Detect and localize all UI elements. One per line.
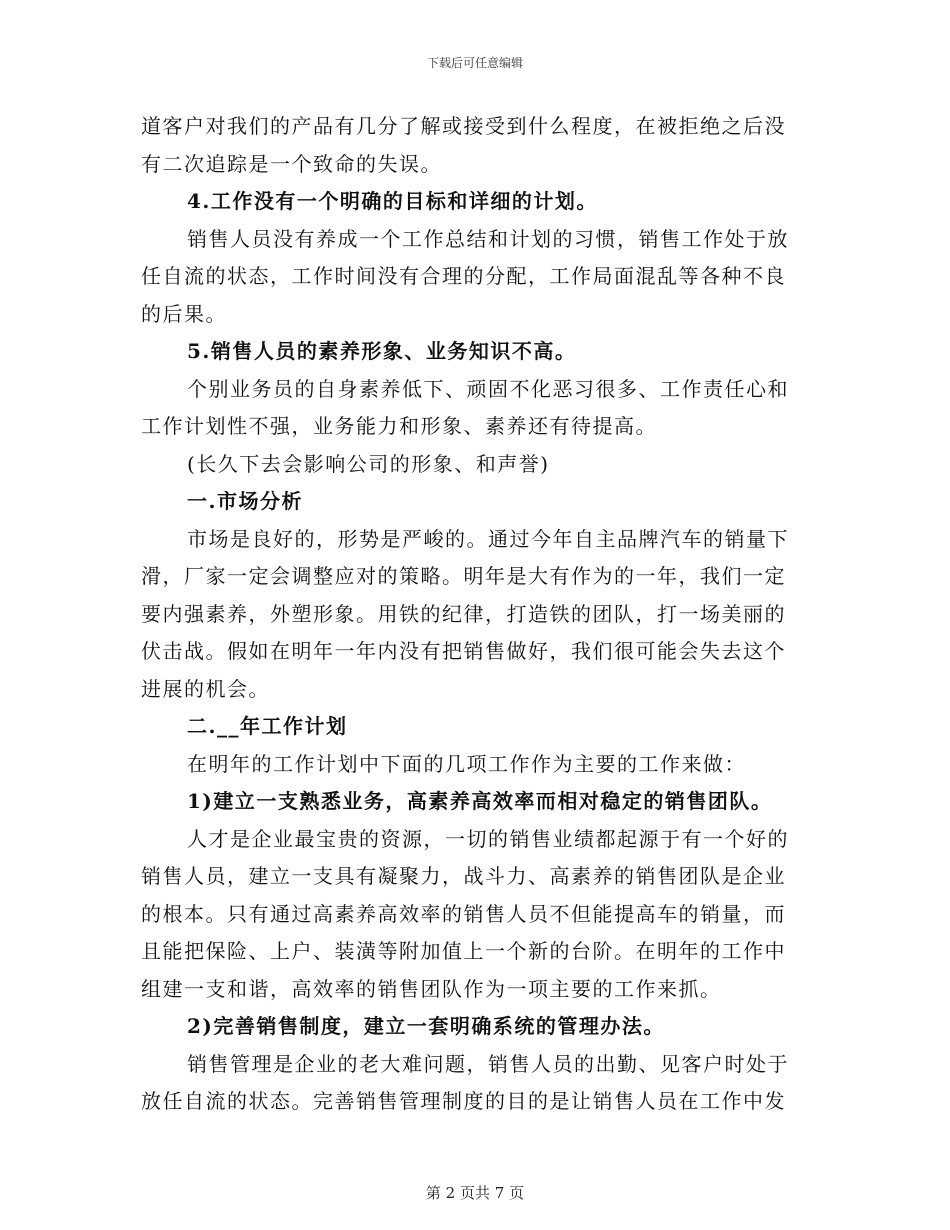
paragraph-line: 市场是良好的，形势是严峻的。通过今年自主品牌汽车的销量下 — [187, 526, 789, 551]
page-header: 下载后可任意编辑 — [426, 56, 523, 70]
paragraph-line: 滑，厂家一定会调整应对的策略。明年是大有作为的一年，我们一定 — [141, 564, 786, 588]
paragraph-line: 销售管理是企业的老大难问题，销售人员的出勤、见客户时处于 — [187, 1051, 789, 1076]
document-body — [141, 108, 801, 1121]
paragraph-line: 销售人员没有养成一个工作总结和计划的习惯，销售工作处于放 — [187, 226, 789, 251]
paragraph-line: 有二次追踪是一个致命的失误。 — [141, 151, 442, 176]
paragraph-line: 在明年的工作计划中下面的几项工作作为主要的工作来做： — [187, 751, 746, 776]
paragraph-line: 任自流的状态，工作时间没有合理的分配，工作局面混乱等各种不良 — [141, 264, 786, 288]
section-heading: 5.销售人员的素养形象、业务知识不高。 — [187, 339, 577, 363]
section-heading: 1)建立一支熟悉业务，高素养高效率而相对稳定的销售团队。 — [187, 789, 773, 813]
paragraph-line: 要内强素养，外塑形象。用铁的纪律，打造铁的团队，打一场美丽的 — [141, 601, 786, 626]
paragraph-line: 且能把保险、上户、装潢等附加值上一个新的台阶。在明年的工作中 — [141, 939, 786, 963]
paragraph-line: 销售人员，建立一支具有凝聚力，战斗力、高素养的销售团队是企业 — [141, 864, 786, 888]
paragraph-line: 人才是企业最宝贵的资源，一切的销售业绩都起源于有一个好的 — [187, 826, 789, 851]
page-footer: 第 2 页共 7 页 — [425, 1184, 525, 1202]
paragraph-line: 组建一支和谐，高效率的销售团队作为一项主要的工作来抓。 — [141, 976, 722, 1001]
paragraph-line: 伏击战。假如在明年一年内没有把销售做好，我们很可能会失去这个 — [141, 639, 786, 663]
paragraph-line: 道客户对我们的产品有几分了解或接受到什么程度，在被拒绝之后没 — [141, 114, 786, 138]
paragraph-line: 进展的机会。 — [141, 676, 270, 701]
paragraph-line: (长久下去会影响公司的形象、和声誉) — [187, 451, 550, 476]
paragraph-line: 的后果。 — [141, 301, 227, 326]
paragraph-line: 个别业务员的自身素养低下、顽固不化恶习很多、工作责任心和 — [187, 376, 789, 401]
section-heading: 一.市场分析 — [187, 489, 303, 513]
section-heading: 4.工作没有一个明确的目标和详细的计划。 — [187, 189, 598, 213]
section-heading: 2)完善销售制度，建立一套明确系统的管理办法。 — [187, 1014, 665, 1038]
paragraph-line: 放任自流的状态。完善销售管理制度的目的是让销售人员在工作中发 — [141, 1089, 786, 1113]
paragraph-line: 工作计划性不强，业务能力和形象、素养还有待提高。 — [141, 414, 657, 438]
section-heading: 二.__年工作计划 — [187, 714, 348, 738]
paragraph-line: 的根本。只有通过高素养高效率的销售人员不但能提高车的销量，而 — [141, 901, 786, 926]
